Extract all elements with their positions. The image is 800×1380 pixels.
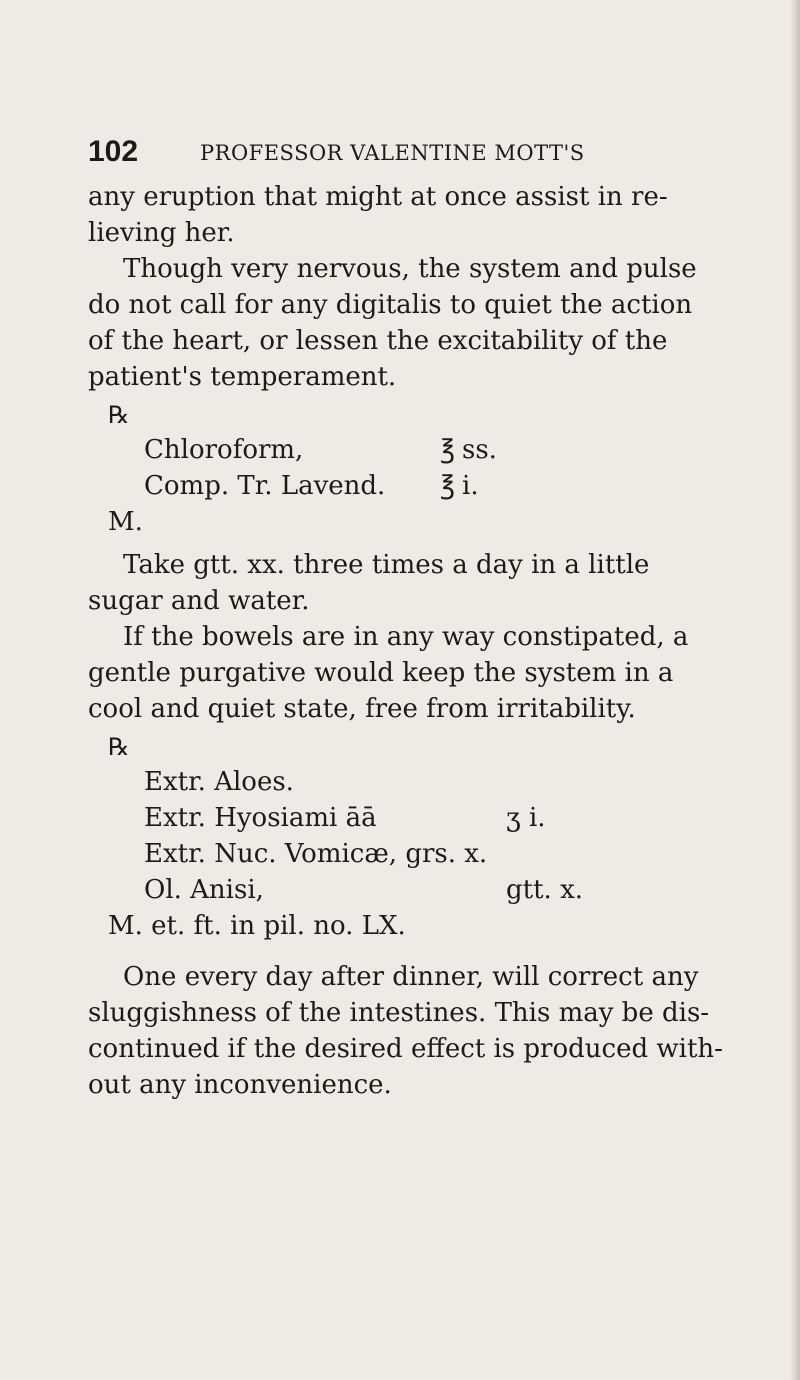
text-line: any eruption that might at once assist in re- bbox=[88, 182, 668, 212]
ingredient-name: Comp. Tr. Lavend. bbox=[144, 471, 386, 501]
prescription-item bbox=[144, 803, 724, 833]
text-line: gentle purgative would keep the system in a bbox=[88, 658, 674, 688]
text-line: sluggishness of the intestines. This may be dis- bbox=[88, 998, 710, 1028]
ingredient-name: Chloroform, bbox=[144, 435, 304, 465]
ingredient-name: Extr. Hyosiami āā bbox=[144, 803, 377, 833]
prescription-item bbox=[144, 435, 724, 465]
rx-symbol: ℞ bbox=[108, 401, 130, 429]
page-header bbox=[88, 135, 728, 175]
text-line: One every day after dinner, will correct any bbox=[123, 962, 699, 992]
misce-label: M. bbox=[108, 507, 143, 537]
ingredient-quantity: ʒ i. bbox=[506, 803, 546, 833]
text-line: patient's temperament. bbox=[88, 362, 397, 392]
running-head: PROFESSOR VALENTINE MOTT'S bbox=[200, 141, 585, 165]
prescription-item bbox=[144, 767, 724, 797]
ingredient-name: Ol. Anisi, bbox=[144, 875, 264, 905]
page-edge-shadow bbox=[790, 0, 800, 1380]
text-line: continued if the desired effect is produced with- bbox=[88, 1034, 723, 1064]
prescription-item bbox=[144, 839, 724, 869]
text-line: lieving her. bbox=[88, 218, 235, 248]
ingredient-quantity: i. bbox=[462, 471, 479, 501]
page-number: 102 bbox=[88, 135, 139, 168]
text-line: do not call for any digitalis to quiet the action bbox=[88, 290, 693, 320]
ingredient-name: Extr. Nuc. Vomicæ, grs. x. bbox=[144, 839, 488, 869]
ingredient-name: Extr. Aloes. bbox=[144, 767, 294, 797]
text-line: of the heart, or lessen the excitability of the bbox=[88, 326, 668, 356]
ounce-mark: ℥ bbox=[440, 435, 456, 465]
text-line: sugar and water. bbox=[88, 586, 310, 616]
ounce-mark: ℥ bbox=[440, 471, 456, 501]
text-line: out any inconvenience. bbox=[88, 1070, 392, 1100]
prescription-directions: M. et. ft. in pil. no. LX. bbox=[108, 911, 406, 941]
prescription-item bbox=[144, 471, 724, 501]
ingredient-quantity: ss. bbox=[462, 435, 497, 465]
text-line: Though very nervous, the system and pulse bbox=[123, 254, 697, 284]
prescription-item bbox=[144, 875, 724, 905]
text-line: If the bowels are in any way constipated, a bbox=[123, 622, 689, 652]
ingredient-quantity: gtt. x. bbox=[506, 875, 583, 905]
text-line: Take gtt. xx. three times a day in a little bbox=[123, 550, 650, 580]
rx-symbol: ℞ bbox=[108, 733, 130, 761]
text-line: cool and quiet state, free from irritability. bbox=[88, 694, 636, 724]
